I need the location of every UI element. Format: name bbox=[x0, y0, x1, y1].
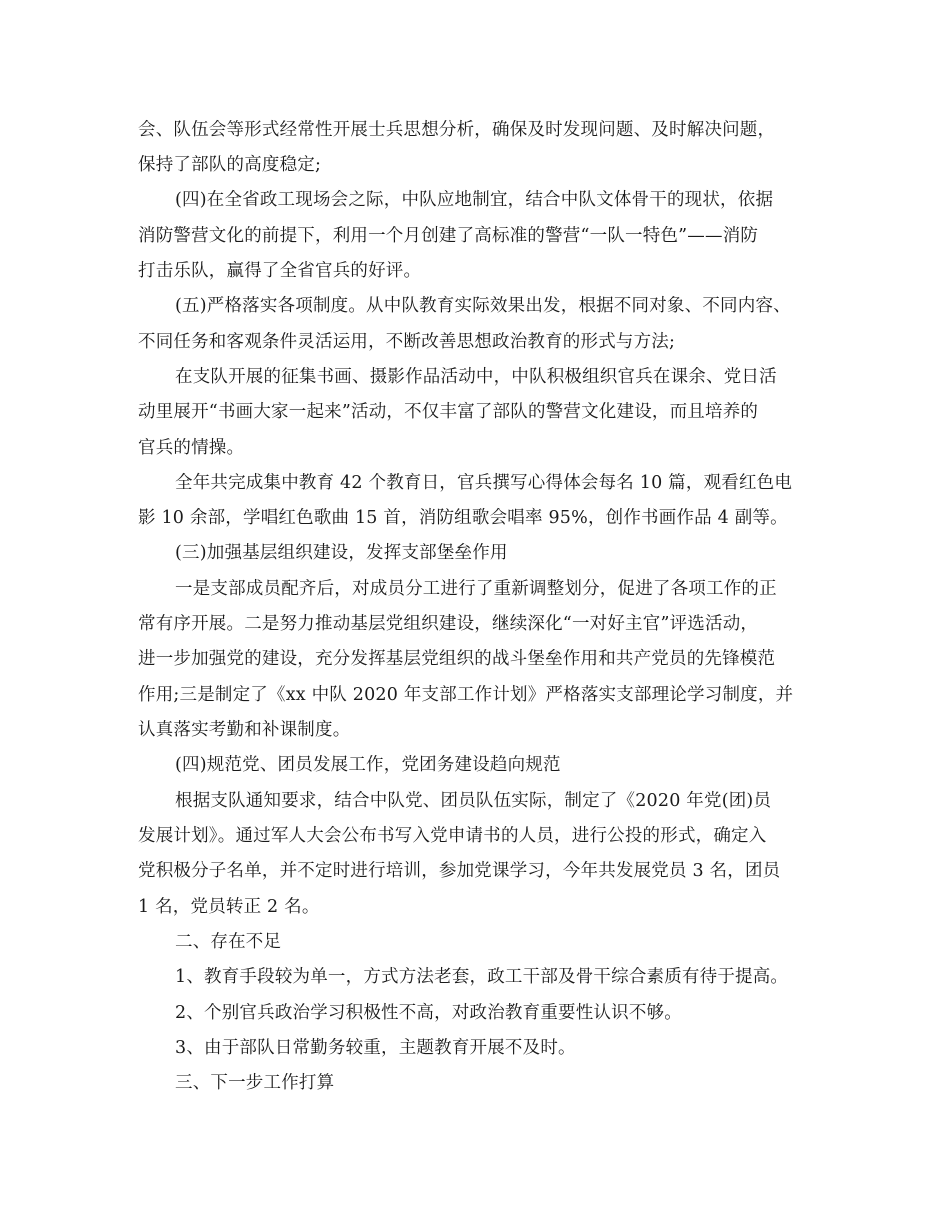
text-line: 进一步加强党的建设，充分发挥基层党组织的战斗堡垒作用和共产党员的先锋模范 bbox=[138, 649, 776, 669]
list-item: 3、由于部队日常勤务较重，主题教育开展不及时。 bbox=[175, 1038, 576, 1058]
section-heading: (四)规范党、团员发展工作，党团务建设趋向规范 bbox=[175, 755, 561, 775]
section-heading: 二、存在不足 bbox=[175, 932, 282, 952]
text-line: 常有序开展。二是努力推动基层党组织建设，继续深化“一对好主官”评选活动， bbox=[138, 614, 759, 634]
text-line: (四)在全省政工现场会之际，中队应地制宜，结合中队文体骨干的现状，依据 bbox=[175, 190, 774, 210]
text-line: 在支队开展的征集书画、摄影作品活动中，中队积极组织官兵在课余、党日活 bbox=[175, 367, 777, 387]
text-line: 根据支队通知要求，结合中队党、团员队伍实际，制定了《2020 年党(团)员 bbox=[175, 791, 772, 811]
text-line: 会、队伍会等形式经常性开展士兵思想分析，确保及时发现问题、及时解决问题， bbox=[138, 120, 776, 140]
text-line: 动里展开“书画大家一起来”活动，不仅丰富了部队的警营文化建设，而且培养的 bbox=[138, 402, 759, 422]
text-line: 消防警营文化的前提下，利用一个月创建了高标准的警营“一队一特色”——消防 bbox=[138, 226, 759, 246]
section-heading: (三)加强基层组织建设，发挥支部堡垒作用 bbox=[175, 543, 508, 563]
text-line: 发展计划》。通过军人大会公布书写入党申请书的人员，进行公投的形式，确定入 bbox=[138, 826, 767, 846]
text-line: 作用;三是制定了《xx 中队 2020 年支部工作计划》严格落实支部理论学习制度，并 bbox=[138, 685, 794, 705]
text-line: 打击乐队，赢得了全省官兵的好评。 bbox=[138, 261, 422, 281]
list-item: 2、个别官兵政治学习积极性不高，对政治教育重要性认识不够。 bbox=[175, 1003, 682, 1023]
text-line: 官兵的情操。 bbox=[138, 438, 245, 458]
section-heading: 三、下一步工作打算 bbox=[175, 1073, 335, 1093]
list-item: 1、教育手段较为单一，方式方法老套，政工干部及骨干综合素质有待于提高。 bbox=[175, 967, 789, 987]
text-line: 认真落实考勤和补课制度。 bbox=[138, 720, 351, 740]
text-line: 全年共完成集中教育 42 个教育日，官兵撰写心得体会每名 10 篇，观看红色电 bbox=[175, 473, 793, 493]
text-line: 一是支部成员配齐后，对成员分工进行了重新调整划分，促进了各项工作的正 bbox=[175, 579, 777, 599]
text-line: 不同任务和客观条件灵活运用，不断改善思想政治教育的形式与方法; bbox=[138, 332, 676, 352]
text-line: 影 10 余部，学唱红色歌曲 15 首，消防组歌会唱率 95%，创作书画作品 4 副等。 bbox=[138, 508, 788, 528]
text-line: 保持了部队的高度稳定; bbox=[138, 155, 322, 175]
text-line: 1 名，党员转正 2 名。 bbox=[138, 897, 320, 917]
text-line: (五)严格落实各项制度。从中队教育实际效果出发，根据不同对象、不同内容、 bbox=[175, 296, 791, 316]
text-line: 党积极分子名单，并不定时进行培训，参加党课学习，今年共发展党员 3 名，团员 bbox=[138, 861, 781, 881]
